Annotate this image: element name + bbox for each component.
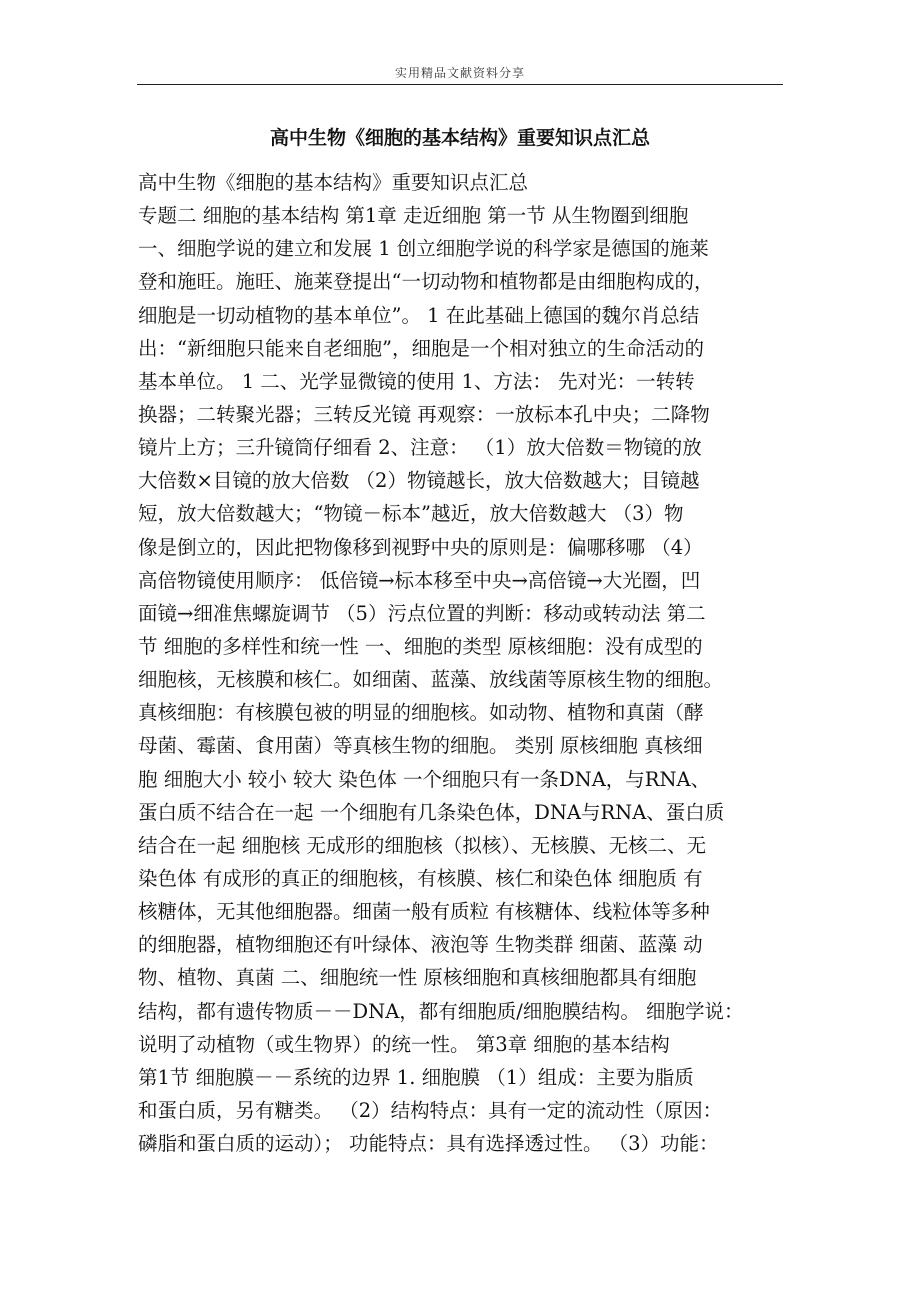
body-line: 细胞是一切动植物的基本单位”。 1 在此基础上德国的魏尔肖总结 bbox=[138, 303, 700, 327]
body-line: 高中生物《细胞的基本结构》重要知识点汇总 bbox=[138, 171, 529, 194]
body-line: 磷脂和蛋白质的运动）； 功能特点：具有选择透过性。 （3）功能： bbox=[138, 1132, 719, 1156]
body-line: 物、植物、真菌 二、细胞统一性 原核细胞和真核细胞都具有细胞 bbox=[138, 966, 697, 990]
body-line: 节 细胞的多样性和统一性 一、细胞的类型 原核细胞：没有成型的 bbox=[138, 634, 703, 658]
page-header-text: 实用精品文献资料分享 bbox=[394, 66, 525, 80]
document-body bbox=[138, 166, 788, 1160]
body-line: 换器；二转聚光器；三转反光镜 再观察：一放标本孔中央；二降物 bbox=[138, 402, 710, 426]
body-line: 染色体 有成形的真正的细胞核，有核膜、核仁和染色体 细胞质 有 bbox=[138, 866, 703, 890]
header-divider bbox=[137, 84, 783, 85]
body-line: 专题二 细胞的基本结构 第1章 走近细胞 第一节 从生物圈到细胞 bbox=[138, 204, 689, 228]
body-line: 镜片上方；三升镜筒仔细看 2、注意： （1）放大倍数＝物镜的放 bbox=[138, 436, 702, 460]
body-line: 结构，都有遗传物质－－DNA，都有细胞质/细胞膜结构。 细胞学说： bbox=[138, 999, 744, 1023]
body-line: 说明了动植物（或生物界）的统一性。 第3章 细胞的基本结构 bbox=[138, 1032, 670, 1056]
body-line: 一、细胞学说的建立和发展 1 创立细胞学说的科学家是德国的施莱 bbox=[138, 237, 709, 261]
body-line: 面镜→细准焦螺旋调节 （5）污点位置的判断：移动或转动法 第二 bbox=[138, 601, 706, 625]
body-line: 短，放大倍数越大；“物镜－标本”越近，放大倍数越大 （3）物 bbox=[138, 502, 684, 526]
body-line: 第1节 细胞膜－－系统的边界 1. 细胞膜 （1）组成：主要为脂质 bbox=[138, 1065, 694, 1089]
body-line: 高倍物镜使用顺序： 低倍镜→标本移至中央→高倍镜→大光圈，凹 bbox=[138, 568, 701, 592]
body-line: 母菌、霉菌、食用菌）等真核生物的细胞。 类别 原核细胞 真核细 bbox=[138, 734, 703, 758]
body-line: 像是倒立的，因此把物像移到视野中央的原则是：偏哪移哪 （4） bbox=[138, 535, 703, 559]
body-line: 细胞核，无核膜和核仁。如细菌、蓝藻、放线菌等原核生物的细胞。 bbox=[138, 668, 724, 692]
body-line: 核糖体，无其他细胞器。细菌一般有质粒 有核糖体、线粒体等多种 bbox=[138, 900, 710, 924]
body-line: 大倍数×目镜的放大倍数 （2）物镜越长，放大倍数越大；目镜越 bbox=[138, 469, 700, 493]
body-line: 出：“新细胞只能来自老细胞”，细胞是一个相对独立的生命活动的 bbox=[138, 336, 704, 360]
body-line: 的细胞器，植物细胞还有叶绿体、液泡等 生物类群 细菌、蓝藻 动 bbox=[138, 933, 703, 957]
body-line: 基本单位。 1 二、光学显微镜的使用 1、方法： 先对光：一转转 bbox=[138, 369, 695, 393]
body-line: 蛋白质不结合在一起 一个细胞有几条染色体，DNA与RNA、蛋白质 bbox=[138, 800, 725, 824]
body-line: 和蛋白质，另有糖类。 （2）结构特点：具有一定的流动性（原因： bbox=[138, 1098, 723, 1122]
document-title: 高中生物《细胞的基本结构》重要知识点汇总 bbox=[269, 127, 650, 149]
body-line: 真核细胞：有核膜包被的明显的细胞核。如动物、植物和真菌（酵 bbox=[138, 701, 704, 725]
body-line: 结合在一起 细胞核 无成形的细胞核（拟核）、无核膜、无核二、无 bbox=[138, 833, 707, 857]
body-line: 登和施旺。施旺、施莱登提出“一切动物和植物都是由细胞构成的， bbox=[138, 270, 714, 294]
body-line: 胞 细胞大小 较小 较大 染色体 一个细胞只有一条DNA，与RNA、 bbox=[138, 767, 711, 791]
